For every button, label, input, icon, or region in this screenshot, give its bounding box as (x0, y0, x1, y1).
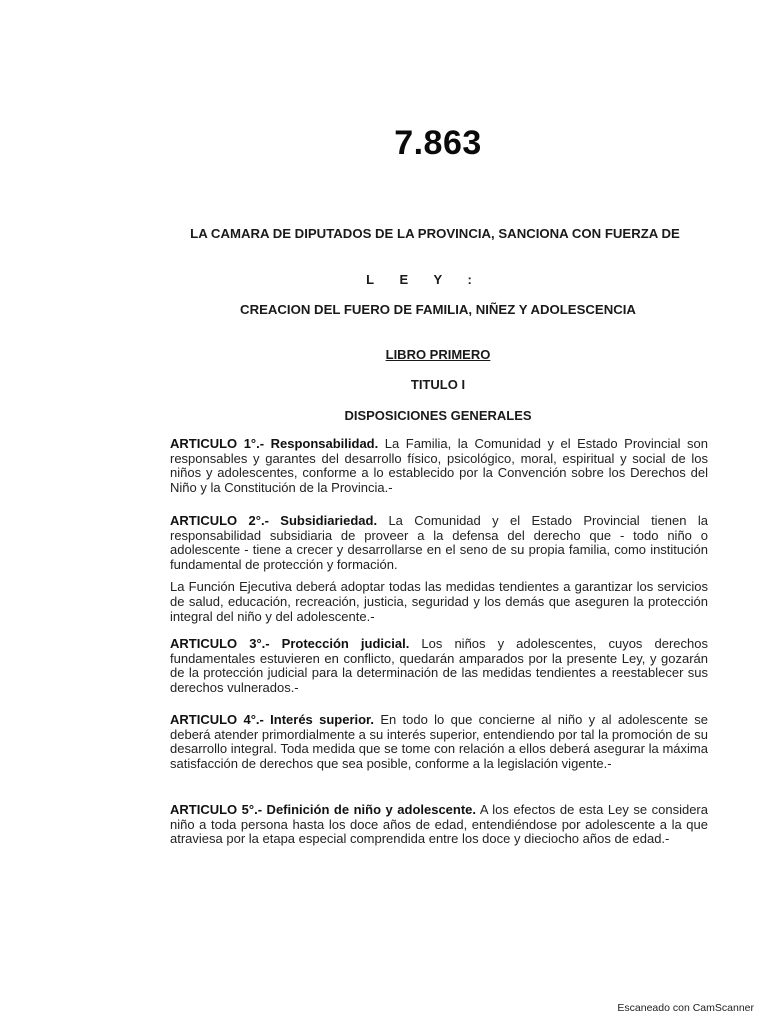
article-heading: ARTICULO 3°.- Protección judicial. (170, 636, 410, 651)
article-text: Los niños y adolescentes, cuyos derechos fundamentales estuvieren en conflicto, quedarán amparados por la presente Ley, y gozarán de la protección judicial para la determinación de las medidas tendientes a reestablecer sus derechos vulnerados.- (170, 636, 708, 695)
article-text: La Comunidad y el Estado Provincial tienen la responsabilidad subsidiaria de proveer a la defensa del derecho que - todo niño o adolescente - tiene a crecer y desarrollarse en el seno de su propia familia, como institución fundamental de protección y formación. (170, 513, 708, 572)
article-text: La Función Ejecutiva deberá adoptar todas las medidas tendientes a garantizar los servicios de salud, educación, recreación, justicia, seguridad y los demás que aseguren la protección integral del niño y del adolescente.- (170, 579, 708, 624)
article-2 (170, 514, 708, 632)
article-heading: ARTICULO 4°.- Interés superior. (170, 712, 375, 727)
article-1 (170, 437, 708, 503)
title-heading: TITULO I (410, 377, 466, 392)
article-text: A los efectos de esta Ley se considera niño a toda persona hasta los doce años de edad, entendiéndose por adolescente a la que atraviesa por la etapa especial comprendida entre los doce y dieciocho años de edad.- (170, 802, 708, 847)
law-number: 7.863 (394, 124, 482, 162)
article-heading: ARTICULO 1°.- Responsabilidad. (170, 436, 379, 451)
ley-line: L E Y : (366, 272, 472, 287)
scanner-watermark: Escaneado con CamScanner (617, 1002, 754, 1014)
article-5 (170, 803, 708, 855)
article-text: La Familia, la Comunidad y el Estado Provincial son responsables y garantes del desarrollo físico, psicológico, moral, espiritual y social de los niños y adolescentes, conforme a lo establecido por la Convención sobre los Derechos del Niño y la Constitución de la Provincia.- (170, 436, 708, 495)
article-4 (170, 713, 708, 779)
article-3 (170, 637, 708, 703)
book-heading: LIBRO PRIMERO (385, 347, 491, 362)
law-title: CREACION DEL FUERO DE FAMILIA, NIÑEZ Y ADOLESCENCIA (240, 302, 636, 317)
decree-line: LA CAMARA DE DIPUTADOS DE LA PROVINCIA, SANCIONA CON FUERZA DE (190, 226, 680, 241)
article-heading: ARTICULO 2°.- Subsidiariedad. (170, 513, 378, 528)
section-heading: DISPOSICIONES GENERALES (344, 408, 532, 423)
article-heading: ARTICULO 5°.- Definición de niño y adolescente. (170, 802, 477, 817)
article-text: En todo lo que concierne al niño y al adolescente se deberá atender primordialmente a su interés superior, entendiendo por tal la promoción de su desarrollo integral. Toda medida que se tome con relación a ellos deberá asegurar la máxima satisfacción de derechos que sea posible, conforme a la legislación vigente.- (170, 712, 709, 771)
